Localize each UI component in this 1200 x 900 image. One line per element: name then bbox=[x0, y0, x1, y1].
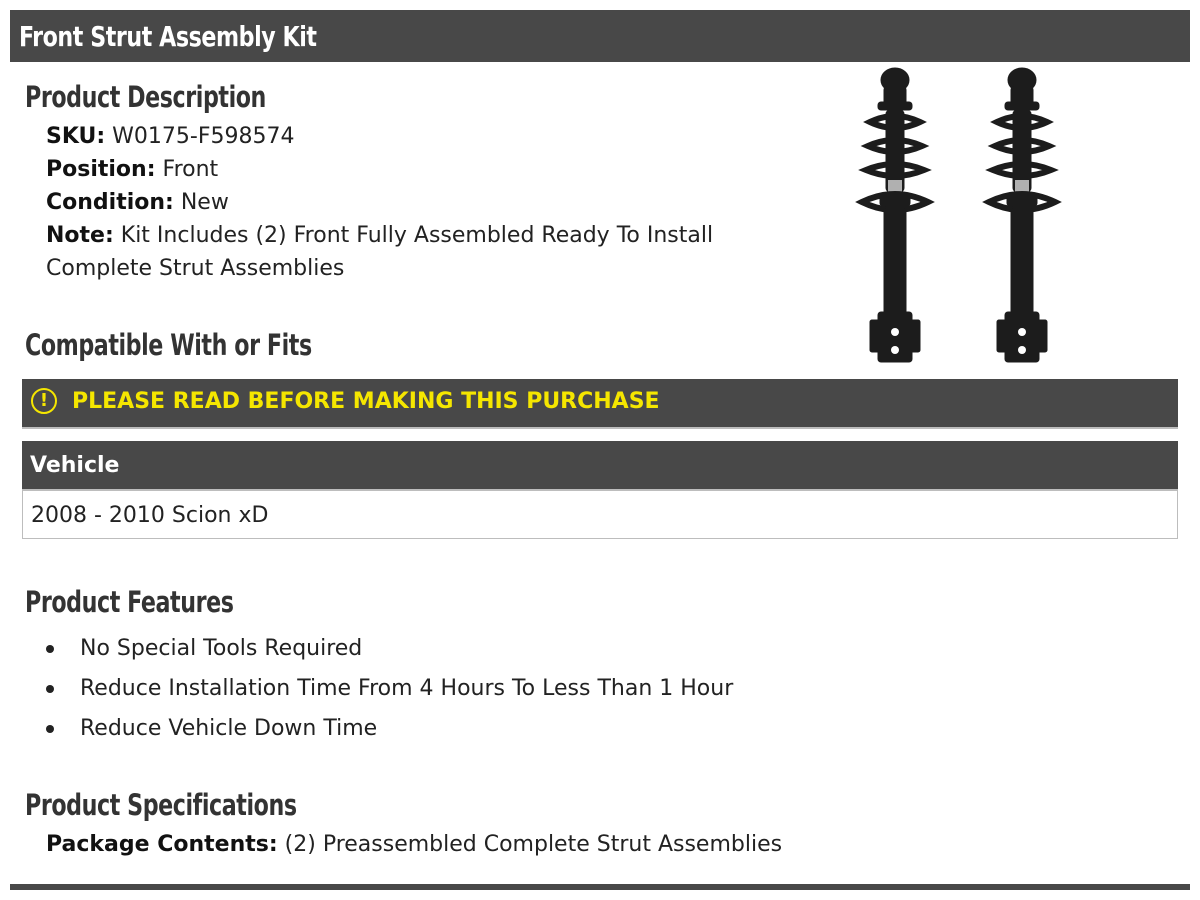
product-image bbox=[840, 62, 1070, 367]
product-description-heading: Product Description bbox=[25, 80, 266, 114]
product-specifications-heading: Product Specifications bbox=[25, 788, 297, 822]
list-item: Reduce Vehicle Down Time bbox=[80, 716, 378, 741]
sku-label: SKU: bbox=[46, 124, 106, 149]
table-row bbox=[22, 491, 1178, 539]
package-contents-value: (2) Preassembled Complete Strut Assemblies bbox=[284, 832, 783, 857]
position-label: Position: bbox=[46, 157, 156, 182]
warning-text: PLEASE READ BEFORE MAKING THIS PURCHASE bbox=[72, 389, 660, 414]
list-item: No Special Tools Required bbox=[80, 636, 363, 661]
note-label: Note: bbox=[46, 223, 114, 248]
compatibility-heading: Compatible With or Fits bbox=[25, 328, 312, 362]
title-bar bbox=[10, 10, 1190, 62]
position-value: Front bbox=[162, 157, 219, 182]
vehicle-column-header: Vehicle bbox=[30, 453, 120, 478]
vehicle-cell: 2008 - 2010 Scion xD bbox=[31, 503, 269, 528]
sku-line bbox=[46, 124, 295, 149]
note-line bbox=[46, 223, 713, 248]
product-features-heading: Product Features bbox=[25, 585, 234, 619]
position-line bbox=[46, 157, 218, 182]
strut-assembly-left bbox=[862, 68, 928, 362]
list-item: Reduce Installation Time From 4 Hours To Less Than 1 Hour bbox=[80, 676, 734, 701]
purchase-warning-banner bbox=[22, 379, 1178, 429]
package-contents-label: Package Contents: bbox=[46, 832, 278, 857]
strut-assembly-right bbox=[989, 68, 1055, 362]
condition-label: Condition: bbox=[46, 190, 174, 215]
note-value-continued: Complete Strut Assemblies bbox=[46, 256, 345, 281]
condition-value: New bbox=[180, 190, 229, 215]
condition-line bbox=[46, 190, 229, 215]
sku-value: W0175-F598574 bbox=[112, 124, 295, 149]
vehicle-table-header bbox=[22, 441, 1178, 491]
note-value: Kit Includes (2) Front Fully Assembled Ready To Install bbox=[120, 223, 714, 248]
bullet-icon bbox=[46, 725, 54, 733]
page-title: Front Strut Assembly Kit bbox=[19, 20, 317, 53]
package-contents-line bbox=[46, 832, 782, 857]
bullet-icon bbox=[46, 645, 54, 653]
warning-icon: ! bbox=[31, 388, 57, 414]
note-line-continued bbox=[46, 256, 344, 281]
bottom-divider bbox=[10, 884, 1190, 890]
bullet-icon bbox=[46, 685, 54, 693]
